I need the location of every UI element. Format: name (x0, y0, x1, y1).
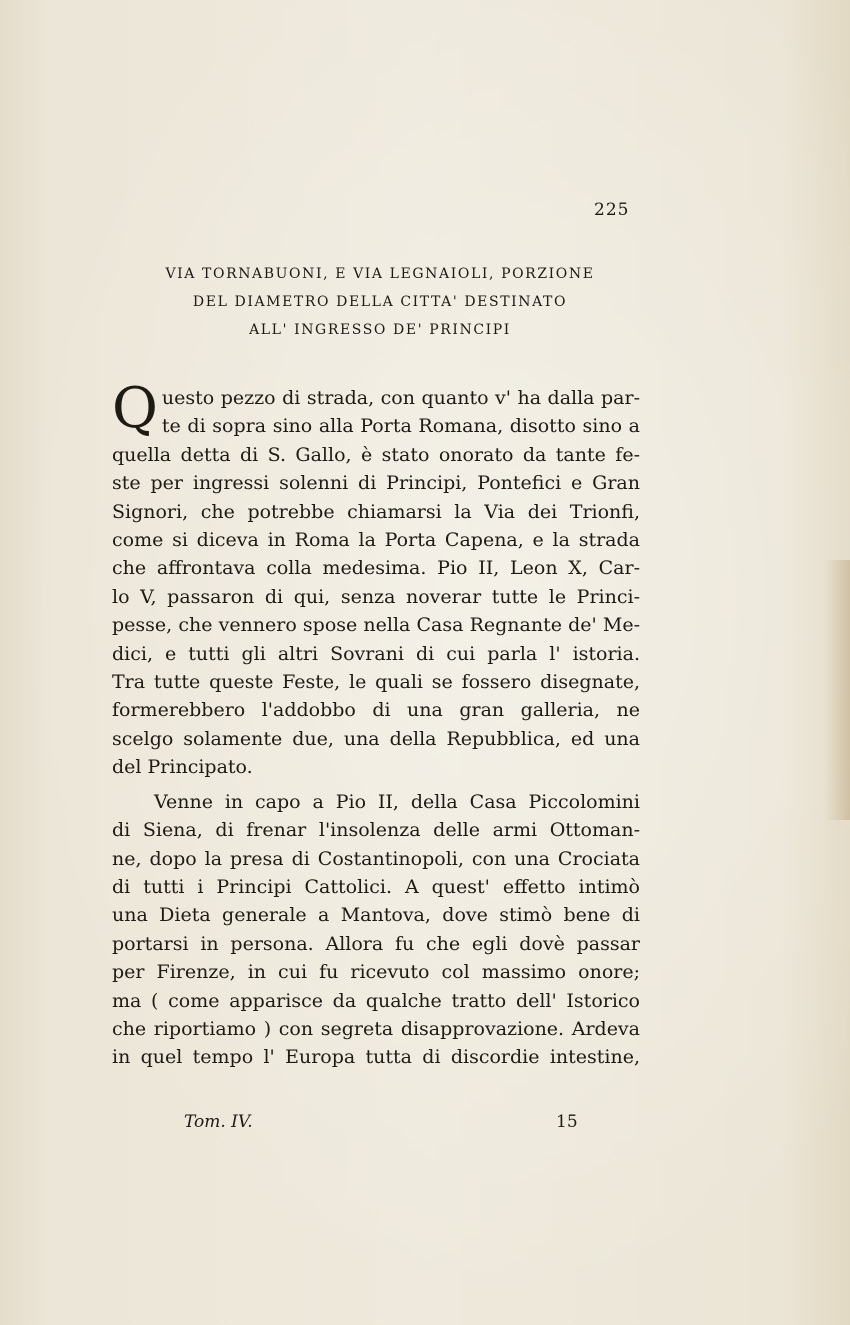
paragraph-1 (112, 376, 640, 782)
signature-number: 15 (556, 1112, 578, 1132)
text-line: quella detta di S. Gallo, è stato onorato da tante fe- (112, 443, 640, 466)
text-line: pesse, che vennero spose nella Casa Regnante de' Me- (112, 614, 640, 637)
drop-cap: Q (112, 376, 158, 441)
text-line: uesto pezzo di strada, con quanto v' ha dalla par- (161, 387, 640, 409)
text-line: come si diceva in Roma la Porta Capena, e la strada (112, 529, 640, 552)
text-line: te di sopra sino alla Porta Romana, disotto sino a (161, 415, 640, 438)
text-line: che riportiamo ) con segreta disapprovazione. Ardeva (112, 1017, 640, 1040)
text-line: che affrontava colla medesima. Pio II, Leon X, Car- (112, 557, 640, 580)
page-number: 225 (594, 200, 630, 220)
paragraph-2 (112, 788, 640, 1072)
text-line: Signori, che potrebbe chiamarsi la Via dei Trionfi, (112, 500, 640, 523)
heading-line: VIA TORNABUONI, E VIA LEGNAIOLI, PORZIONE (165, 266, 595, 282)
text-line: lo V, passaron di qui, senza noverar tutte le Princi- (112, 585, 640, 608)
text-line: ma ( come apparisce da qualche tratto dell' Istorico (112, 989, 640, 1012)
text-line: scelgo solamente due, una della Repubblica, ed una (112, 727, 640, 750)
heading-line: ALL' INGRESSO DE' PRINCIPI (249, 322, 511, 338)
text-line: formerebbero l'addobbo di una gran galleria, ne (112, 699, 640, 722)
text-line: ne, dopo la presa di Costantinopoli, con una Crociata (112, 847, 640, 870)
text-line: del Principato. (112, 756, 253, 779)
chapter-heading (100, 260, 660, 344)
signature-mark: Tom. IV. (184, 1112, 253, 1132)
text-line: Venne in capo a Pio II, della Casa Piccolomini (154, 790, 640, 813)
text-line: per Firenze, in cui fu ricevuto col massimo onore; (112, 961, 640, 984)
text-line: portarsi in persona. Allora fu che egli dovè passar (112, 932, 640, 955)
edge-stain (824, 560, 850, 820)
heading-line: DEL DIAMETRO DELLA CITTA' DESTINATO (192, 294, 568, 310)
body-text (112, 376, 640, 1072)
text-line: Tra tutte queste Feste, le quali se fossero disegnate, (112, 671, 640, 694)
text-line: di tutti i Principi Cattolici. A quest' effetto intimò (112, 875, 640, 898)
text-line: una Dieta generale a Mantova, dove stimò bene di (112, 904, 640, 927)
text-line: dici, e tutti gli altri Sovrani di cui parla l' istoria. (112, 642, 640, 665)
text-line: ste per ingressi solenni di Principi, Pontefici e Gran (112, 472, 640, 495)
text-line: in quel tempo l' Europa tutta di discordie intestine, (112, 1046, 640, 1069)
text-line: di Siena, di frenar l'insolenza delle armi Ottoman- (112, 819, 640, 842)
